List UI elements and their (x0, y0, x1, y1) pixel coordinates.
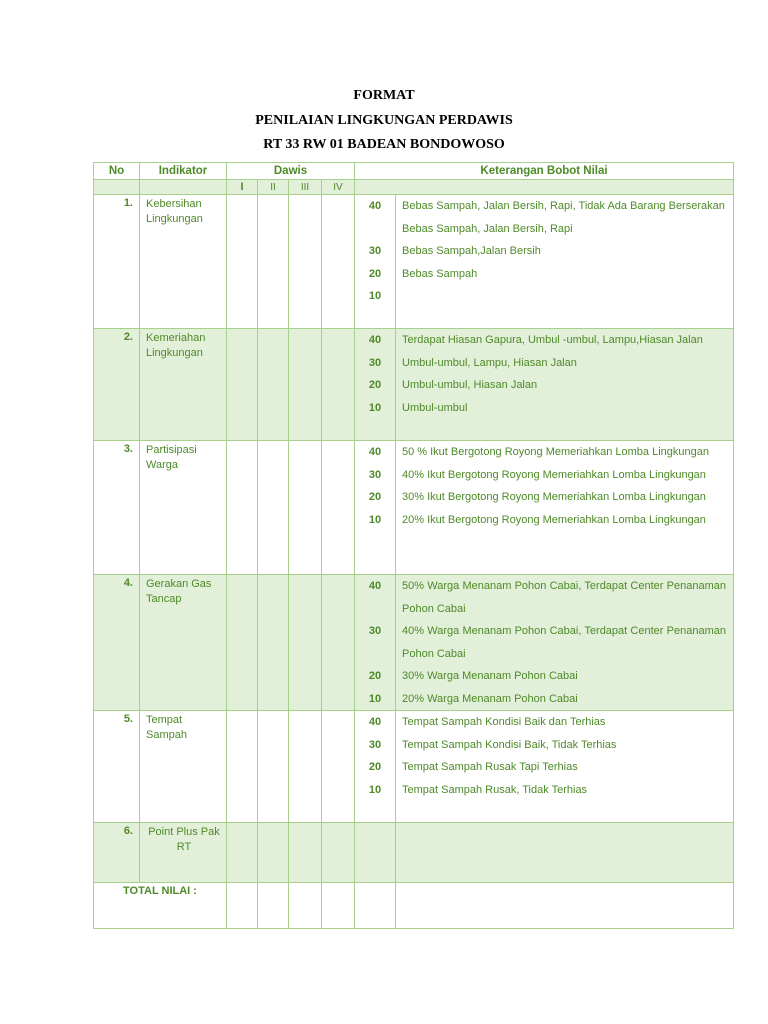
row-number: 5. (94, 711, 140, 823)
desc-cell (396, 883, 734, 929)
dawis-cell[interactable] (258, 329, 289, 441)
title-line-1: FORMAT (353, 88, 415, 103)
dawis-cell[interactable] (258, 823, 289, 883)
dawis-cell[interactable] (258, 441, 289, 575)
dawis-cell[interactable] (227, 711, 258, 823)
table-row (94, 575, 734, 711)
document-title (0, 86, 768, 160)
dawis-cell[interactable] (258, 575, 289, 711)
score-cell (355, 329, 396, 441)
score-value: 40 (368, 580, 382, 592)
subheader-row (94, 180, 734, 195)
row-number: 6. (94, 823, 140, 883)
dawis-cell[interactable] (322, 823, 355, 883)
score-value: 20 (368, 267, 382, 280)
score-cell (355, 823, 396, 883)
row-indikator: Gerakan Gas Tancap (140, 575, 227, 711)
dawis-cell[interactable] (227, 441, 258, 575)
score-value: 10 (368, 692, 382, 705)
score-value: 40 (368, 334, 382, 346)
score-value: 10 (368, 783, 382, 796)
title-line-2: PENILAIAN LINGKUNGAN PERDAWIS (255, 112, 513, 128)
header-keterangan: Keterangan Bobot Nilai (355, 163, 734, 180)
table-row (94, 195, 734, 329)
row-number: 1. (94, 195, 140, 329)
score-cell (355, 883, 396, 929)
score-value: 10 (368, 513, 382, 526)
dawis-cell[interactable] (227, 329, 258, 441)
score-value: 10 (368, 290, 382, 302)
dawis-cell[interactable] (289, 195, 322, 329)
row-indikator: Kemeriahan Lingkungan (140, 329, 227, 441)
dawis-col-2: II (258, 180, 289, 195)
dawis-cell[interactable] (289, 575, 322, 711)
row-keterangan: Tempat Sampah Kondisi Baik dan Terhias Tempat Sampah Kondisi Baik, Tidak Terhias Tempat Sampah Rusak Tapi Terhias Tempat Sampah Rusak, Tidak Terhias (396, 711, 734, 823)
dawis-cell[interactable] (258, 195, 289, 329)
score-value: 30 (368, 468, 382, 481)
dawis-cell[interactable] (322, 883, 355, 929)
score-cell (355, 441, 396, 575)
total-label: TOTAL NILAI : (94, 883, 227, 929)
score-value: 20 (368, 761, 382, 773)
score-value: 30 (368, 245, 382, 257)
table-row (94, 711, 734, 823)
score-value: 40 (368, 446, 382, 458)
row-indikator: Kebersihan Lingkungan (140, 195, 227, 329)
row-keterangan: 50% Warga Menanam Pohon Cabai, Terdapat Center Penanaman Pohon Cabai 40% Warga Menanam Pohon Cabai, Terdapat Center Penanaman Pohon Cabai 30% Warga Menanam Pohon Cabai 20% Warga Menanam Pohon Cabai (396, 575, 734, 711)
dawis-cell[interactable] (227, 195, 258, 329)
dawis-cell[interactable] (258, 883, 289, 929)
score-cell (355, 711, 396, 823)
dawis-cell[interactable] (289, 883, 322, 929)
table-row (94, 441, 734, 575)
score-value: 30 (368, 738, 382, 751)
dawis-col-1: I (227, 180, 258, 195)
dawis-cell[interactable] (322, 575, 355, 711)
row-keterangan: 50 % Ikut Bergotong Royong Memeriahkan Lomba Lingkungan 40% Ikut Bergotong Royong Memeriahkan Lomba Lingkungan 30% Ikut Bergotong Royong Memeriahkan Lomba Lingkungan 20% Ikut Bergotong Royong Memeriahkan Lomba Lingkungan (396, 441, 734, 575)
score-value: 40 (368, 200, 382, 212)
dawis-cell[interactable] (289, 441, 322, 575)
dawis-cell[interactable] (227, 883, 258, 929)
row-number: 3. (94, 441, 140, 575)
score-value: 20 (368, 379, 382, 391)
dawis-cell[interactable] (289, 823, 322, 883)
header-indikator: Indikator (140, 163, 227, 180)
score-value: 30 (368, 625, 382, 637)
row-keterangan: Terdapat Hiasan Gapura, Umbul -umbul, Lampu,Hiasan Jalan Umbul-umbul, Lampu, Hiasan Jalan Umbul-umbul, Hiasan Jalan Umbul-umbul (396, 329, 734, 441)
header-no: No (94, 163, 140, 180)
dawis-col-4: IV (322, 180, 355, 195)
dawis-cell[interactable] (322, 711, 355, 823)
header-dawis: Dawis (227, 163, 355, 180)
row-indikator: Point Plus Pak RT (140, 823, 227, 883)
header-row (94, 163, 734, 180)
subheader-empty (94, 180, 140, 195)
dawis-cell[interactable] (322, 441, 355, 575)
total-row (94, 883, 734, 929)
score-value: 30 (368, 356, 382, 369)
row-indikator: Tempat Sampah (140, 711, 227, 823)
row-number: 4. (94, 575, 140, 711)
dawis-cell[interactable] (227, 823, 258, 883)
subheader-empty (355, 180, 734, 195)
score-cell (355, 195, 396, 329)
dawis-cell[interactable] (322, 329, 355, 441)
assessment-table (93, 162, 734, 929)
score-value: 20 (368, 491, 382, 503)
dawis-cell[interactable] (289, 711, 322, 823)
dawis-col-3: III (289, 180, 322, 195)
score-value: 20 (368, 670, 382, 682)
table-row (94, 823, 734, 883)
dawis-cell[interactable] (289, 329, 322, 441)
dawis-cell[interactable] (227, 575, 258, 711)
row-number: 2. (94, 329, 140, 441)
subheader-empty (140, 180, 227, 195)
dawis-cell[interactable] (322, 195, 355, 329)
dawis-cell[interactable] (258, 711, 289, 823)
row-indikator: Partisipasi Warga (140, 441, 227, 575)
table-row (94, 329, 734, 441)
title-line-3: RT 33 RW 01 BADEAN BONDOWOSO (263, 137, 505, 152)
score-value: 40 (368, 716, 382, 728)
score-cell (355, 575, 396, 711)
score-value: 10 (368, 401, 382, 414)
row-keterangan: Bebas Sampah, Jalan Bersih, Rapi, Tidak Ada Barang Berserakan Bebas Sampah, Jalan Bersih, Rapi Bebas Sampah,Jalan Bersih Bebas Sampah (396, 195, 734, 329)
row-keterangan (396, 823, 734, 883)
